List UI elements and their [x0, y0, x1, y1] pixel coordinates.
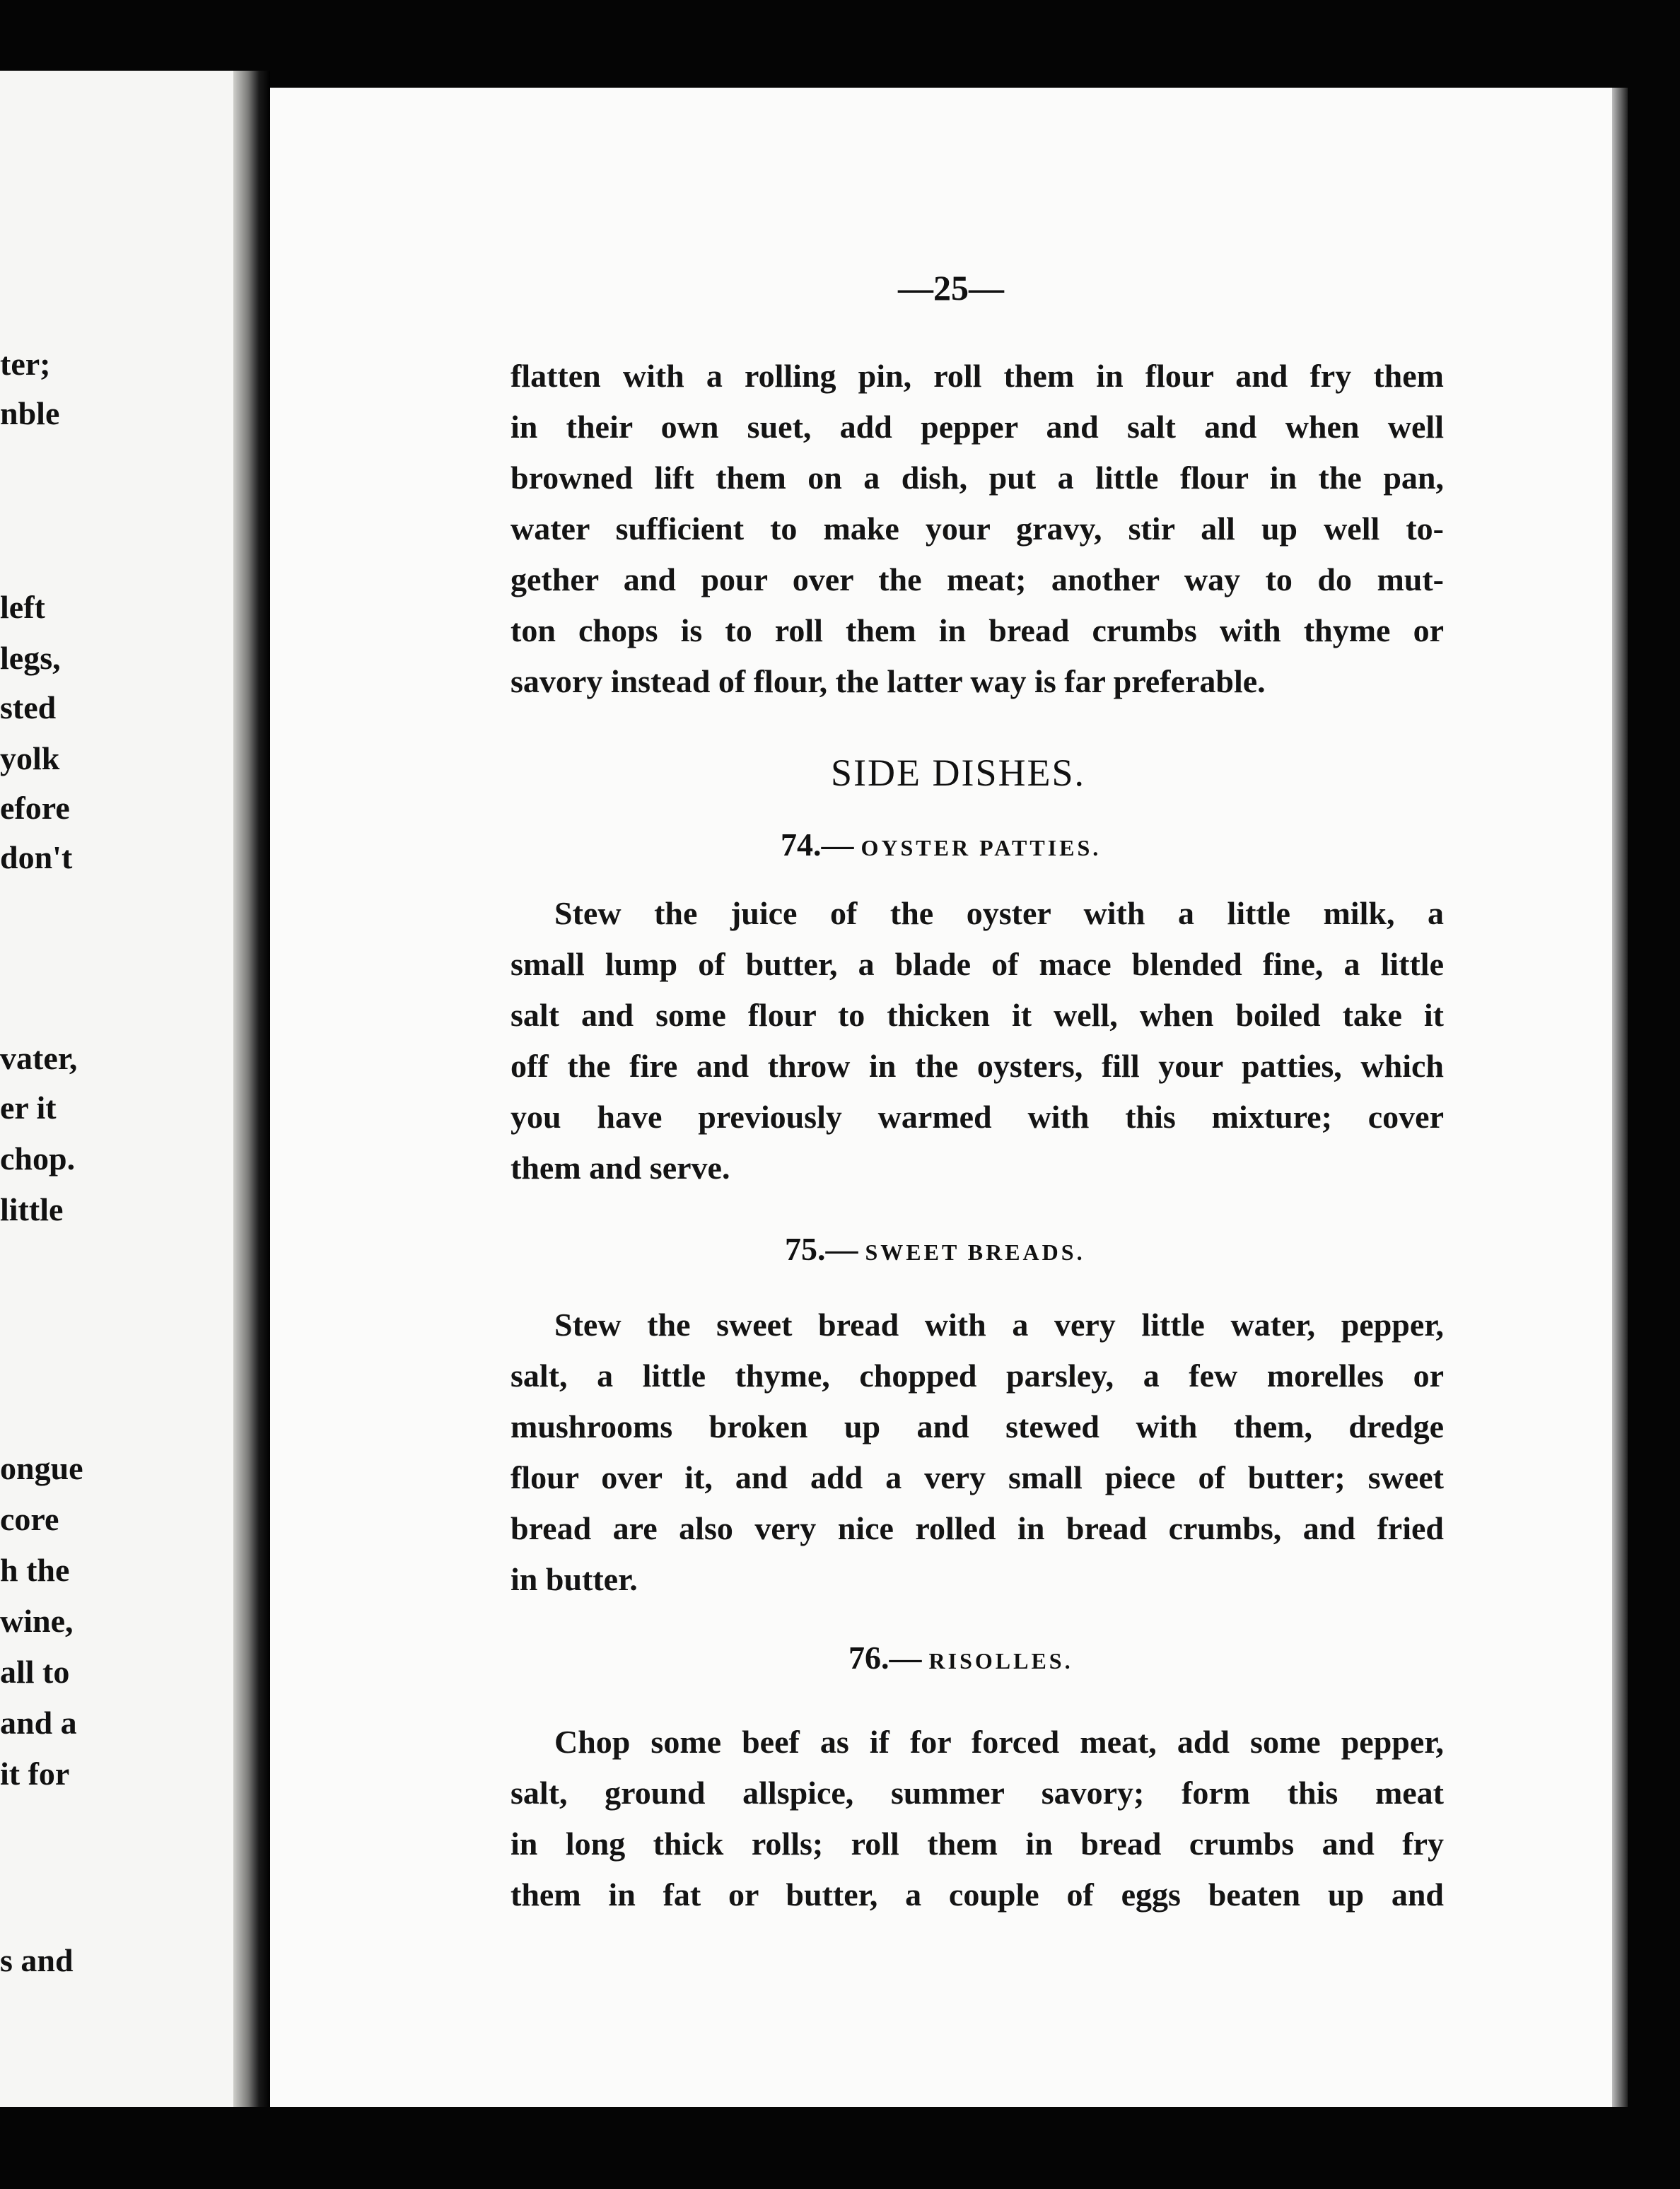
recipe-body-75 — [511, 1300, 1444, 1605]
recipe-line: in long thick rolls; roll them in bread crumbs and fry — [511, 1826, 1444, 1862]
recipe-title: SWEET BREADS. — [865, 1239, 1085, 1265]
paragraph-line: gether and pour over the meat; another way to do mut- — [511, 561, 1444, 597]
left-page-fragment: core — [0, 1501, 59, 1537]
left-facing-page — [0, 71, 247, 2107]
recipe-line: salt and some flour to thicken it well, when boiled take it — [511, 997, 1444, 1033]
section-heading: SIDE DISHES. — [831, 752, 1086, 794]
recipe-line: salt, a little thyme, chopped parsley, a few morelles or — [511, 1358, 1444, 1394]
left-page-fragment: wine, — [0, 1603, 74, 1639]
paragraph-line: browned lift them on a dish, put a little flour in the pan, — [511, 460, 1444, 496]
left-page-fragment: sted — [0, 689, 57, 725]
recipe-line: them and serve. — [511, 1150, 730, 1186]
paragraph-line: in their own suet, add pepper and salt and when well — [511, 409, 1444, 445]
left-page-fragment: left — [0, 589, 45, 625]
page-number: —25— — [898, 268, 1004, 308]
left-page-fragment: ter; — [0, 346, 51, 382]
recipe-number: 74.— — [781, 827, 854, 863]
book-gutter — [233, 71, 270, 2107]
left-page-fragment: vater, — [0, 1040, 78, 1076]
recipe-line: flour over it, and add a very small piece of butter; sweet — [511, 1459, 1444, 1495]
left-page-fragment: and a — [0, 1705, 77, 1741]
left-page-fragment: chop. — [0, 1140, 76, 1177]
recipe-title: RISOLLES. — [928, 1648, 1073, 1674]
recipe-body-76 — [511, 1717, 1444, 1920]
recipe-line: in butter. — [511, 1561, 638, 1597]
left-page-fragment: efore — [0, 790, 70, 826]
left-page-fragment: little — [0, 1191, 64, 1227]
recipe-line: bread are also very nice rolled in bread crumbs, and fried — [511, 1510, 1444, 1546]
paragraph-line: flatten with a rolling pin, roll them in flour and fry them — [511, 358, 1444, 394]
left-page-fragment: all to — [0, 1654, 70, 1690]
recipe-number: 75.— — [785, 1231, 858, 1267]
recipe-line: you have previously warmed with this mixture; cover — [511, 1099, 1444, 1135]
left-page-fragment: h the — [0, 1552, 70, 1588]
recipe-line: Stew the juice of the oyster with a little milk, a — [554, 895, 1444, 931]
paragraph-line: savory instead of flour, the latter way is far preferable. — [511, 663, 1266, 699]
recipe-line: Chop some beef as if for forced meat, add some pepper, — [554, 1724, 1444, 1760]
recipe-heading-76 — [848, 1639, 1073, 1676]
recipe-heading-74 — [781, 826, 1101, 863]
recipe-line: salt, ground allspice, summer savory; form this meat — [511, 1775, 1444, 1811]
page-edge-shadow — [1612, 88, 1628, 2107]
paragraph-line: ton chops is to roll them in bread crumbs with thyme or — [511, 612, 1444, 648]
recipe-heading-75 — [785, 1230, 1085, 1268]
recipe-title: OYSTER PATTIES. — [861, 835, 1102, 860]
left-page-fragment: ongue — [0, 1450, 83, 1486]
recipe-line: mushrooms broken up and stewed with them, dredge — [511, 1408, 1444, 1444]
left-page-fragment: don't — [0, 839, 73, 875]
left-page-fragment: nble — [0, 395, 60, 431]
left-page-fragment: legs, — [0, 640, 61, 676]
recipe-body-74 — [511, 888, 1444, 1193]
left-page-fragment: it for — [0, 1756, 70, 1792]
left-page-fragment: s and — [0, 1942, 74, 1978]
recipe-line: Stew the sweet bread with a very little water, pepper, — [554, 1307, 1444, 1343]
paragraph-line: water sufficient to make your gravy, stir all up well to- — [511, 510, 1444, 547]
recipe-line: small lump of butter, a blade of mace blended fine, a little — [511, 946, 1444, 982]
left-page-fragment: yolk — [0, 740, 60, 776]
recipe-number: 76.— — [848, 1640, 922, 1676]
left-page-fragment: er it — [0, 1090, 57, 1126]
recipe-line: off the fire and throw in the oysters, fill your patties, which — [511, 1048, 1444, 1084]
recipe-line: them in fat or butter, a couple of eggs beaten up and — [511, 1876, 1444, 1913]
intro-paragraph — [511, 351, 1444, 707]
